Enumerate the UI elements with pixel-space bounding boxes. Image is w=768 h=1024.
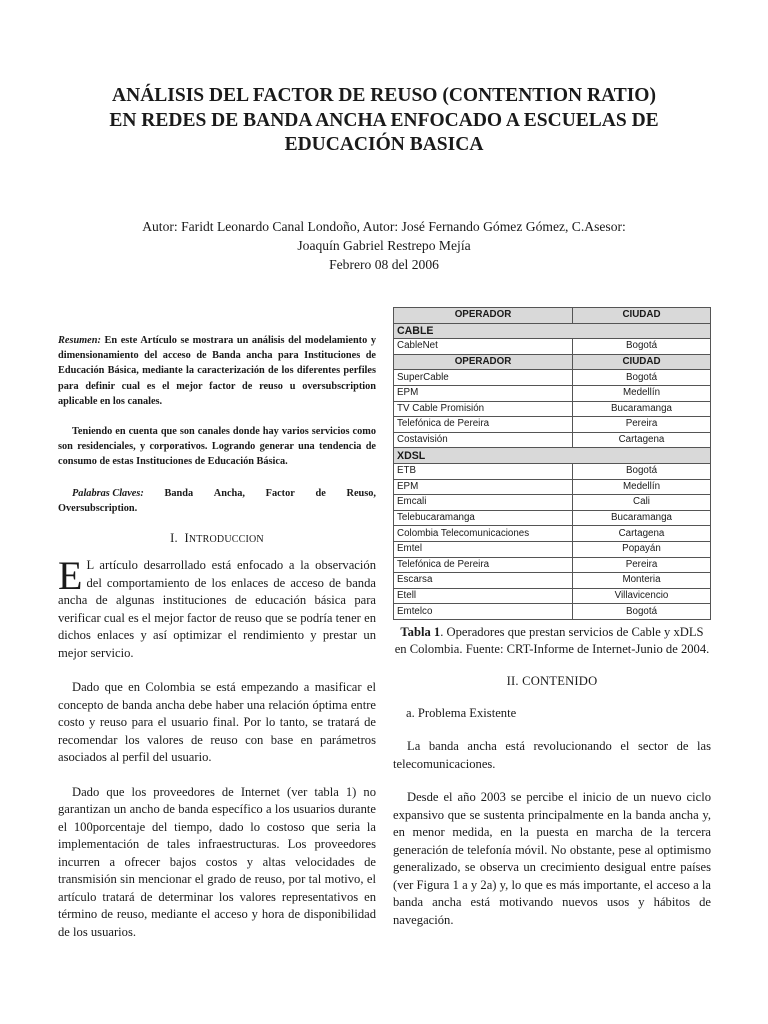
author-block [60, 217, 708, 274]
operator-cell: SuperCable [394, 370, 573, 386]
keyword: Banda [164, 487, 194, 499]
city-cell: Bogotá [573, 370, 711, 386]
city-cell: Monteria [573, 573, 711, 589]
table-row [394, 541, 711, 557]
section-heading-contenido: II. CONTENIDO [506, 673, 598, 688]
abstract [58, 333, 376, 409]
left-column [58, 333, 376, 941]
abstract-paragraph-2: Teniendo en cuenta que son canales donde hay varios servicios como son residenciales, y corporativos. Logrando generar una tendencia de consumo de estas Instituciones de Educación Básica. [58, 426, 376, 468]
intro-paragraph-3: Dado que los proveedores de Internet (ver tabla 1) no garantizan un ancho de banda específico a los usuarios durante el 100porcentaje del tiempo, dado lo costoso que seria la implementación de tales infraestructuras. Los proveedores incurren a ofrecer bajos costos y altas velocidades de transmisión sin mencionar el grado de reuso, por tal motivo, el artículo tratará de determinar los valores representativos en término de reuso, mediante el acceso y hora de disponibilidad de los usuarios. [58, 784, 376, 939]
abstract-label: Resumen: [58, 335, 101, 346]
operator-cell: Costavisión [394, 432, 573, 448]
city-cell: Cartagena [573, 432, 711, 448]
author-line: Autor: Faridt Leonardo Canal Londoño, Autor: José Fernando Gómez Gómez, C.Asesor: [142, 219, 626, 234]
right-paragraph-2: Desde el año 2003 se percibe el inicio de un nuevo ciclo expansivo que se sustenta principalmente en la banda ancha y, en menor medida, en la puesta en marcha de la tercera generación de telefonía móvil. No obstante, pese al optimismo generalizado, se observa un crecimiento desigual entre países (ver Figura 1 a y 2a) y, lo que es más importante, el acceso a la banda ancha está motivando nuevos usos y hábitos de navegación. [393, 790, 711, 927]
header-ciudad: CIUDAD [573, 308, 711, 324]
keywords-tail: Oversubscription. [58, 502, 138, 514]
operator-cell: TV Cable Promisión [394, 401, 573, 417]
table-row [394, 526, 711, 542]
title-line: ANÁLISIS DEL FACTOR DE REUSO (CONTENTION RATIO) [112, 85, 656, 106]
subsection-heading-a: a. Problema Existente [406, 705, 517, 720]
right-column [393, 307, 711, 929]
author-line: Joaquín Gabriel Restrepo Mejía [297, 238, 471, 253]
operators-table [393, 307, 711, 620]
city-cell: Cartagena [573, 526, 711, 542]
operator-cell: EPM [394, 385, 573, 401]
right-paragraph-1: La banda ancha está revolucionando el sector de las telecomunicaciones. [393, 739, 711, 771]
table-row [394, 385, 711, 401]
operator-cell: Escarsa [394, 573, 573, 589]
table-header-row [394, 354, 711, 370]
intro-paragraph-2: Dado que en Colombia se está empezando a masificar el concepto de banda ancha debe haber una relación óptima entre costo y reuso para el usuario final. Por lo tanto, se tratará de recomendar los valores de reuso con base en parámetros asociados al perfil del usuario. [58, 680, 376, 765]
section-numeral: I. [170, 531, 178, 546]
city-cell: Pereira [573, 557, 711, 573]
city-cell: Bucaramanga [573, 510, 711, 526]
table-row [394, 463, 711, 479]
title-line: EDUCACIÓN BASICA [284, 134, 484, 155]
header-operador: OPERADOR [394, 354, 573, 370]
city-cell: Cali [573, 495, 711, 511]
table-header-row [394, 308, 711, 324]
paper-title [60, 84, 708, 158]
city-cell: Popayán [573, 541, 711, 557]
city-cell: Bogotá [573, 463, 711, 479]
table-row [394, 417, 711, 433]
operator-cell: Emtelco [394, 604, 573, 620]
intro-paragraph-1 [58, 553, 376, 662]
header-operador: OPERADOR [394, 308, 573, 324]
abstract-text: En este Artículo se mostrara un análisis del modelamiento y dimensionamiento del acceso de Banda ancha para Instituciones de Educación Básica, mediante la caracterización de los diferentes perfiles para definir cual es el mejor factor de reuso u oversubscription aplicable en los canales. [58, 335, 376, 407]
section-heading-rest: NTRODUCCION [188, 534, 264, 546]
city-cell: Villavicencio [573, 588, 711, 604]
operator-cell: Etell [394, 588, 573, 604]
intro-paragraph-1-text: L artículo desarrollado está enfocado a la observación del comportamiento de los enlaces de acceso de banda ancha de algunas instituciones de educación básica para verificar cual es el mejor factor de reuso que se podría tener en dichos enlaces y así optimizar el rendimiento y prestar un mejor servicio. [58, 558, 376, 660]
group-row-cable [394, 323, 711, 339]
table-row [394, 557, 711, 573]
city-cell: Bucaramanga [573, 401, 711, 417]
keyword: Reuso, [346, 487, 376, 499]
operator-cell: Emcali [394, 495, 573, 511]
drop-cap: E [58, 553, 83, 599]
keyword: de [315, 487, 326, 499]
caption-label: Tabla 1 [400, 624, 441, 639]
keywords-label: Palabras Claves: [72, 487, 144, 499]
table-row [394, 604, 711, 620]
keywords [58, 486, 376, 516]
group-label: XDSL [394, 448, 711, 464]
table-row [394, 573, 711, 589]
table-row [394, 401, 711, 417]
operator-cell: Emtel [394, 541, 573, 557]
city-cell: Bogotá [573, 604, 711, 620]
operator-cell: Colombia Telecomunicaciones [394, 526, 573, 542]
operator-cell: ETB [394, 463, 573, 479]
keyword: Factor [265, 487, 295, 499]
section-heading-intro [58, 530, 376, 548]
city-cell: Medellín [573, 479, 711, 495]
table-row [394, 479, 711, 495]
title-line: EN REDES DE BANDA ANCHA ENFOCADO A ESCUELAS DE [109, 109, 659, 131]
keyword: Ancha, [213, 487, 245, 499]
city-cell: Bogotá [573, 339, 711, 355]
city-cell: Medellín [573, 385, 711, 401]
operator-cell: CableNet [394, 339, 573, 355]
group-row-xdsl [394, 448, 711, 464]
table-row [394, 495, 711, 511]
table-row [394, 370, 711, 386]
operator-cell: Telebucaramanga [394, 510, 573, 526]
table-row [394, 588, 711, 604]
city-cell: Pereira [573, 417, 711, 433]
section-heading-first-letter: I [184, 531, 189, 546]
table-row [394, 510, 711, 526]
date-line: Febrero 08 del 2006 [329, 257, 439, 272]
operator-cell: Telefónica de Pereira [394, 557, 573, 573]
caption-text: . Operadores que prestan servicios de Cable y xDLS en Colombia. Fuente: CRT-Informe de Internet-Junio de 2004. [394, 624, 710, 656]
operator-cell: EPM [394, 479, 573, 495]
table-row [394, 432, 711, 448]
group-label: CABLE [394, 323, 711, 339]
table-row [394, 339, 711, 355]
table-caption [393, 624, 711, 658]
operator-cell: Telefónica de Pereira [394, 417, 573, 433]
header-ciudad: CIUDAD [573, 354, 711, 370]
